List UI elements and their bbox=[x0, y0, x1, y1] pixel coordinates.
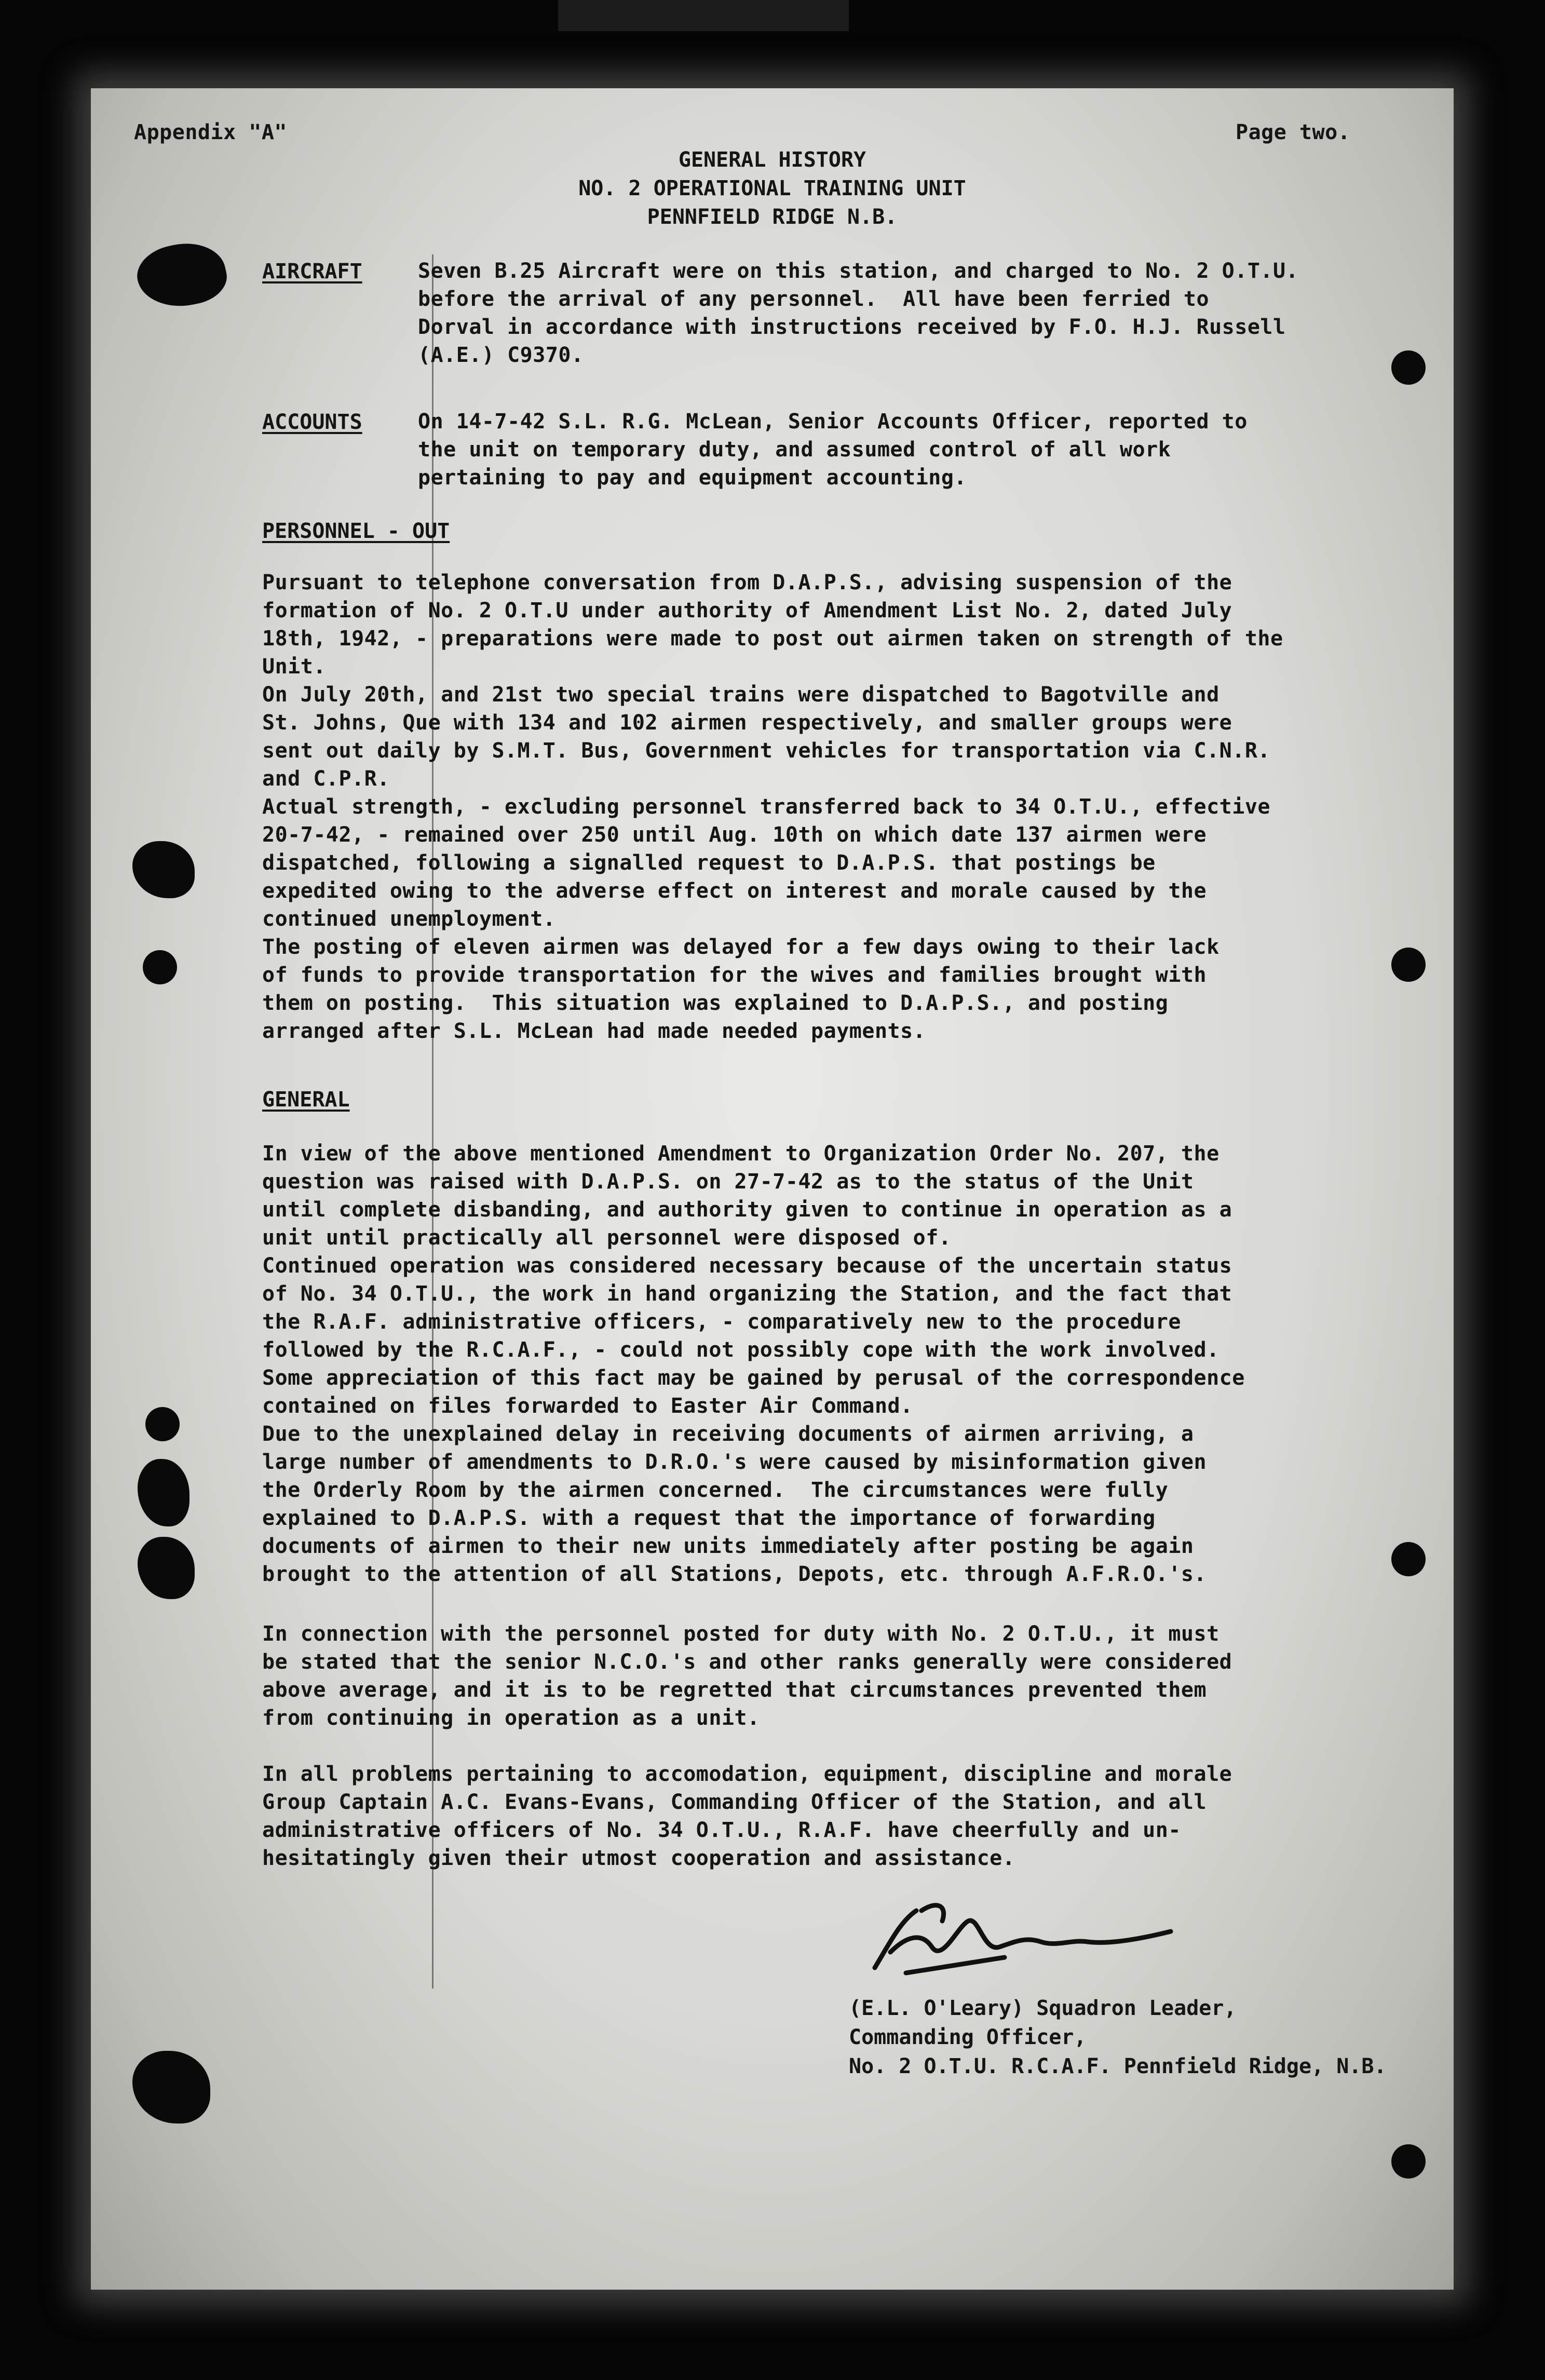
header-title-3: PENNFIELD RIDGE N.B. bbox=[647, 205, 898, 229]
signatory-name: (E.L. O'Leary) Squadron Leader, bbox=[849, 1996, 1237, 2020]
header-title-2: NO. 2 OPERATIONAL TRAINING UNIT bbox=[578, 177, 966, 200]
general-text: In view of the above mentioned Amendment to Organization Order No. 207, the question was raised with D.A.P.S. on 27-7-42 as to the status of the Unit until complete disbanding, and authority given to continue in operation as a unit until practically all personnel were disposed of. Continued operation was considered necessary because of the uncertain status of No. 34 O.T.U., the work in hand organizing the Station, and the fact that the R.A.F. administrative officers, - comparatively new to the procedure followed by the R.C.A.F., - could not possibly cope with the work involved. Some appreciation of this fact may be gained by perusal of the correspondence contained on files forwarded to Easter Air Command. Due to the unexplained delay in receiving documents of airmen arriving, a large number of amendments to D.R.O.'s were caused by misinformation given the Orderly Room by the airmen concerned. The circumstances were fully explained to D.A.P.S. with a request that the importance of forwarding documents of airmen to their new units immediately after posting be again brought to the attention of all Stations, Depots, etc. through A.F.R.O.'s. bbox=[262, 1142, 1245, 1586]
ink-blot bbox=[132, 236, 231, 315]
handwritten-signature bbox=[859, 1890, 1233, 1994]
ink-blot bbox=[132, 841, 195, 898]
general-text-continued: In connection with the personnel posted for duty with No. 2 O.T.U., it must be stated that the senior N.C.O.'s and other ranks generally were considered above average, and it is to be regretted that circumstances prevented them from continuing in operation as a unit. bbox=[262, 1622, 1232, 1730]
signatory-role: Commanding Officer, bbox=[849, 2025, 1087, 2049]
signature-block bbox=[849, 1994, 1387, 2081]
punch-hole bbox=[1391, 2144, 1426, 2179]
general-heading: GENERAL bbox=[262, 1088, 350, 1112]
appendix-label: Appendix "A" bbox=[134, 120, 287, 144]
general-text-closing: In all problems pertaining to accomodation, equipment, discipline and morale Group Captain A.C. Evans-Evans, Commanding Officer of the Station, and all administrative officers of No. 34 O.T.U., R.A.F. have cheerfully and un- hesitatingly given their utmost cooperation and assistance. bbox=[262, 1762, 1232, 1870]
header-title-1: GENERAL HISTORY bbox=[678, 148, 866, 172]
page-number: Page two. bbox=[1236, 120, 1351, 144]
punch-hole bbox=[143, 950, 177, 984]
ink-blot bbox=[138, 1537, 195, 1599]
accounts-text: On 14-7-42 S.L. R.G. McLean, Senior Accounts Officer, reported to the unit on temporary duty, and assumed control of all work pertaining to pay and equipment accounting. bbox=[418, 410, 1248, 490]
accounts-heading: ACCOUNTS bbox=[262, 410, 362, 434]
aircraft-text: Seven B.25 Aircraft were on this station, and charged to No. 2 O.T.U. before the arrival of any personnel. All have been ferried to Dorval in accordance with instructions received by F.O. H.J. Russell (A.E.) C9370. bbox=[418, 259, 1299, 367]
ink-blot bbox=[138, 1459, 189, 1526]
personnel-heading: PERSONNEL - OUT bbox=[262, 519, 450, 543]
personnel-text: Pursuant to telephone conversation from D.A.P.S., advising suspension of the formation of No. 2 O.T.U under authority of Amendment List No. 2, dated July 18th, 1942, - preparations were made to post out airmen taken on strength of the Unit. On July 20th, and 21st two special trains were dispatched to Bagotville and St. Johns, Que with 134 and 102 airmen respectively, and smaller groups were sent out daily by S.M.T. Bus, Government vehicles for transportation via C.N.R. and C.P.R. Actual strength, - excluding personnel transferred back to 34 O.T.U., effective 20-7-42, - remained over 250 until Aug. 10th on which date 137 airmen were dispatched, following a signalled request to D.A.P.S. that postings be expedited owing to the adverse effect on interest and morale caused by the continued unemployment. The posting of eleven airmen was delayed for a few days owing to their lack of funds to provide transportation for the wives and families brought with them on posting. This situation was explained to D.A.P.S., and posting arranged after S.L. McLean had made needed payments. bbox=[262, 571, 1283, 1043]
punch-hole bbox=[145, 1407, 180, 1441]
film-frame-tab bbox=[558, 0, 849, 31]
ink-blot bbox=[132, 2051, 210, 2124]
punch-hole bbox=[1391, 948, 1426, 982]
signatory-unit: No. 2 O.T.U. R.C.A.F. Pennfield Ridge, N.B. bbox=[849, 2054, 1387, 2078]
punch-hole bbox=[1391, 350, 1426, 385]
punch-hole bbox=[1391, 1542, 1426, 1576]
document-page bbox=[91, 88, 1454, 2290]
aircraft-heading: AIRCRAFT bbox=[262, 260, 362, 283]
